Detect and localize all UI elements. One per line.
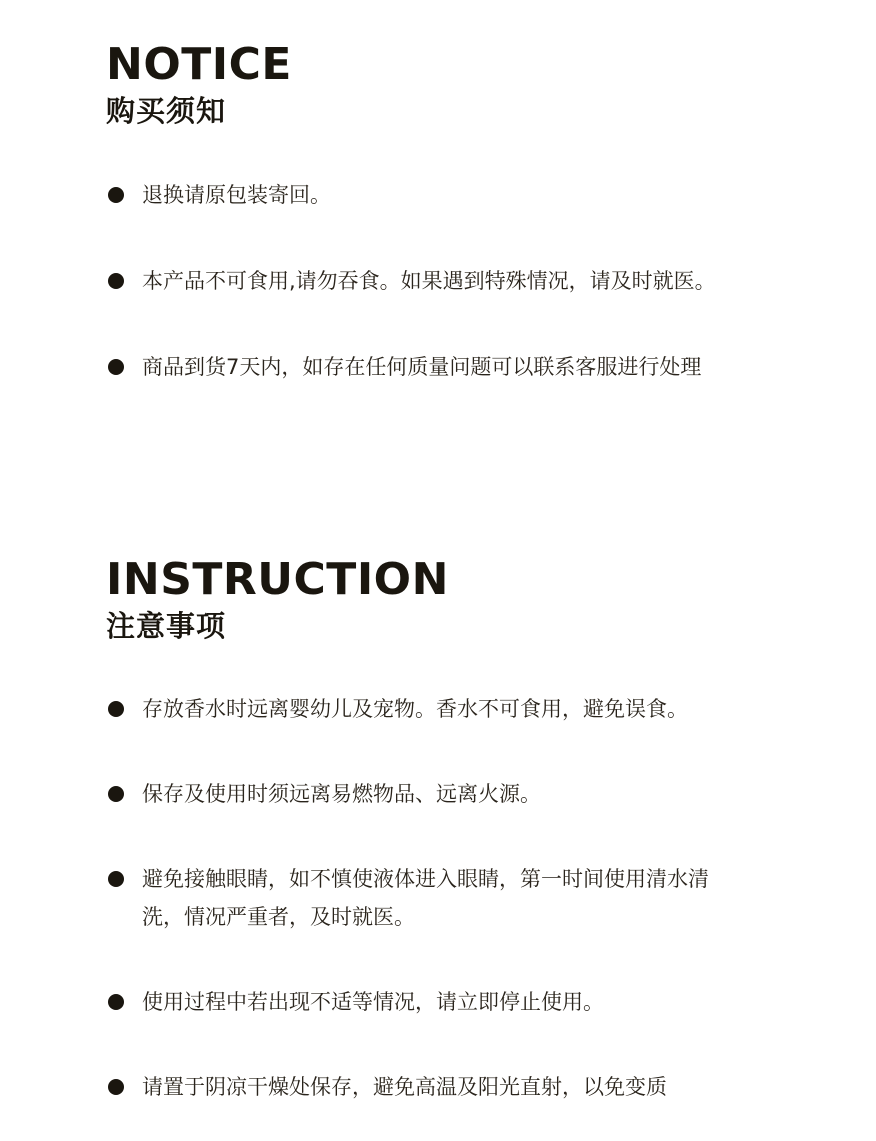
bullet-dot-icon (108, 701, 124, 717)
bullet-dot-icon (108, 871, 124, 887)
bullet-dot-icon (108, 1079, 124, 1095)
instruction-item-text: 保存及使用时须远离易燃物品、远离火源。 (142, 782, 541, 806)
bullet-dot-icon (108, 994, 124, 1010)
notice-item-text: 本产品不可食用,请勿吞食。如果遇到特殊情况，请及时就医。 (142, 269, 716, 293)
bullet-dot-icon (108, 273, 124, 289)
instruction-title-en: INSTRUCTION (106, 554, 449, 605)
notice-item (106, 348, 752, 386)
notice-item (106, 176, 762, 214)
instruction-item (106, 1068, 802, 1106)
instruction-title-zh: 注意事项 (106, 609, 227, 643)
notice-list (106, 176, 806, 386)
instruction-item-text: 避免接触眼睛，如不慎使液体进入眼睛，第一时间使用清水清洗，情况严重者，及时就医。 (142, 867, 709, 929)
instruction-item-text: 请置于阴凉干燥处保存，避免高温及阳光直射，以免变质 (142, 1075, 667, 1099)
instruction-item-text: 使用过程中若出现不适等情况，请立即停止使用。 (142, 990, 604, 1014)
instruction-list (106, 690, 806, 1106)
notice-item (106, 262, 742, 300)
instruction-item (106, 860, 732, 936)
notice-section (106, 38, 806, 386)
notice-item-text: 退换请原包装寄回。 (142, 183, 331, 207)
notice-item-text: 商品到货7天内，如存在任何质量问题可以联系客服进行处理 (142, 355, 702, 379)
instruction-item (106, 690, 802, 728)
instruction-item (106, 983, 762, 1021)
bullet-dot-icon (108, 786, 124, 802)
instruction-item-text: 存放香水时远离婴幼儿及宠物。香水不可食用，避免误食。 (142, 697, 688, 721)
bullet-dot-icon (108, 359, 124, 375)
instruction-section (106, 553, 806, 1106)
notice-title-en: NOTICE (106, 39, 292, 90)
instruction-item (106, 775, 762, 813)
notice-title-zh: 购买须知 (106, 94, 227, 128)
bullet-dot-icon (108, 187, 124, 203)
